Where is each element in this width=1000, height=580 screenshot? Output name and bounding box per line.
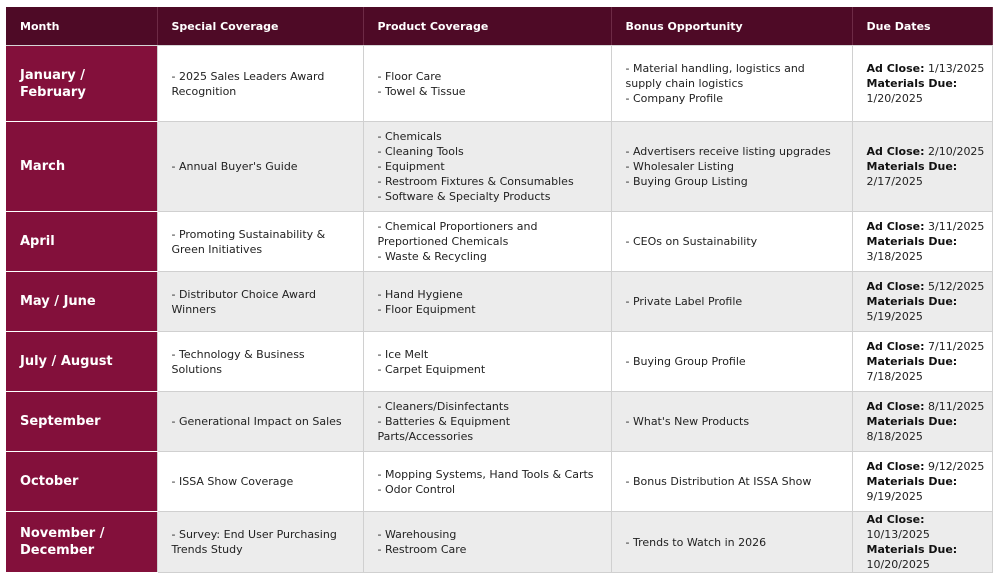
special-coverage-item: - Annual Buyer's Guide bbox=[171, 160, 298, 173]
month-cell: October bbox=[6, 452, 157, 512]
ad-close-date: 9/12/2025 bbox=[928, 460, 985, 473]
materials-due-date: 5/19/2025 bbox=[866, 310, 923, 323]
header-month: Month bbox=[6, 7, 157, 46]
ad-close-date: 1/13/2025 bbox=[928, 62, 985, 75]
bonus-opportunity-cell bbox=[611, 212, 852, 272]
header-due-dates: Due Dates bbox=[852, 7, 992, 46]
ad-close-label: Ad Close: bbox=[866, 280, 925, 293]
bonus-opportunity-item: - CEOs on Sustainability bbox=[625, 235, 758, 248]
ad-close-label: Ad Close: bbox=[866, 340, 925, 353]
ad-close-date: 8/11/2025 bbox=[928, 400, 985, 413]
materials-due-label: Materials Due: bbox=[866, 475, 958, 488]
bonus-opportunity-cell bbox=[611, 122, 852, 212]
materials-due-date: 2/17/2025 bbox=[866, 175, 923, 188]
materials-due-label: Materials Due: bbox=[866, 235, 958, 248]
table-row bbox=[6, 512, 992, 573]
editorial-calendar-table bbox=[6, 7, 993, 573]
table-row bbox=[6, 452, 992, 512]
ad-close-date: 7/11/2025 bbox=[928, 340, 985, 353]
table-row bbox=[6, 122, 992, 212]
month-cell: May / June bbox=[6, 272, 157, 332]
product-coverage-cell bbox=[363, 512, 611, 573]
bonus-opportunity-item: - What's New Products bbox=[625, 415, 750, 428]
product-coverage-cell bbox=[363, 452, 611, 512]
special-coverage-cell bbox=[157, 452, 363, 512]
bonus-opportunity-item: - Company Profile bbox=[625, 92, 723, 105]
bonus-opportunity-item: - Buying Group Listing bbox=[625, 175, 748, 188]
table-row bbox=[6, 272, 992, 332]
month-cell: March bbox=[6, 122, 157, 212]
materials-due-label: Materials Due: bbox=[866, 295, 958, 308]
due-dates-cell bbox=[852, 512, 992, 573]
materials-due-date: 9/19/2025 bbox=[866, 490, 923, 503]
bonus-opportunity-item: - Buying Group Profile bbox=[625, 355, 746, 368]
special-coverage-cell bbox=[157, 332, 363, 392]
ad-close-label: Ad Close: bbox=[866, 220, 925, 233]
materials-due-date: 7/18/2025 bbox=[866, 370, 923, 383]
materials-due-label: Materials Due: bbox=[866, 77, 958, 90]
table-row bbox=[6, 46, 992, 122]
bonus-opportunity-cell bbox=[611, 392, 852, 452]
special-coverage-cell bbox=[157, 512, 363, 573]
product-coverage-item: - Cleaning Tools bbox=[377, 145, 464, 158]
materials-due-label: Materials Due: bbox=[866, 160, 958, 173]
editorial-calendar bbox=[6, 7, 992, 573]
bonus-opportunity-cell bbox=[611, 512, 852, 573]
materials-due-label: Materials Due: bbox=[866, 355, 958, 368]
product-coverage-item: - Chemical Proportioners and Preportioned Chemicals bbox=[377, 220, 538, 248]
bonus-opportunity-item: - Bonus Distribution At ISSA Show bbox=[625, 475, 812, 488]
bonus-opportunity-cell bbox=[611, 452, 852, 512]
header-product-coverage: Product Coverage bbox=[363, 7, 611, 46]
due-dates-cell bbox=[852, 212, 992, 272]
product-coverage-item: - Restroom Care bbox=[377, 543, 467, 556]
materials-due-date: 8/18/2025 bbox=[866, 430, 923, 443]
product-coverage-item: - Floor Care bbox=[377, 69, 442, 83]
due-dates-cell bbox=[852, 122, 992, 212]
due-dates-cell bbox=[852, 46, 992, 122]
product-coverage-item: - Cleaners/Disinfectants bbox=[377, 400, 509, 413]
special-coverage-item: - Survey: End User Purchasing Trends Study bbox=[171, 528, 337, 556]
special-coverage-item: - Distributor Choice Award Winners bbox=[171, 287, 317, 316]
table-row bbox=[6, 212, 992, 272]
special-coverage-cell bbox=[157, 122, 363, 212]
product-coverage-item: - Software & Specialty Products bbox=[377, 190, 551, 203]
product-coverage-cell bbox=[363, 46, 611, 122]
bonus-opportunity-item: - Wholesaler Listing bbox=[625, 160, 734, 173]
materials-due-label: Materials Due: bbox=[866, 415, 958, 428]
bonus-opportunity-item: - Private Label Profile bbox=[625, 295, 743, 308]
month-cell: January / February bbox=[6, 46, 157, 122]
bonus-opportunity-item: - Trends to Watch in 2026 bbox=[625, 535, 767, 549]
product-coverage-item: - Chemicals bbox=[377, 130, 442, 143]
special-coverage-item: - Generational Impact on Sales bbox=[171, 415, 342, 428]
table-row bbox=[6, 332, 992, 392]
ad-close-date: 3/11/2025 bbox=[928, 220, 985, 233]
bonus-opportunity-item: - Material handling, logistics and supply chain logistics bbox=[625, 62, 805, 90]
month-cell: April bbox=[6, 212, 157, 272]
ad-close-label: Ad Close: bbox=[866, 460, 925, 473]
product-coverage-item: - Odor Control bbox=[377, 482, 456, 496]
table-row bbox=[6, 392, 992, 452]
product-coverage-item: - Restroom Fixtures & Consumables bbox=[377, 175, 574, 188]
product-coverage-item: - Batteries & Equipment Parts/Accessories bbox=[377, 415, 511, 443]
ad-close-date: 5/12/2025 bbox=[928, 280, 985, 293]
header-bonus-opportunity: Bonus Opportunity bbox=[611, 7, 852, 46]
due-dates-cell bbox=[852, 392, 992, 452]
ad-close-label: Ad Close: bbox=[866, 145, 925, 158]
bonus-opportunity-cell bbox=[611, 46, 852, 122]
special-coverage-cell bbox=[157, 392, 363, 452]
bonus-opportunity-cell bbox=[611, 332, 852, 392]
product-coverage-item: - Warehousing bbox=[377, 528, 457, 541]
materials-due-date: 10/20/2025 bbox=[866, 558, 930, 571]
materials-due-date: 3/18/2025 bbox=[866, 250, 923, 263]
ad-close-label: Ad Close: bbox=[866, 400, 925, 413]
materials-due-label: Materials Due: bbox=[866, 543, 958, 556]
product-coverage-cell bbox=[363, 392, 611, 452]
product-coverage-cell bbox=[363, 122, 611, 212]
ad-close-label: Ad Close: bbox=[866, 62, 925, 75]
due-dates-cell bbox=[852, 272, 992, 332]
special-coverage-cell bbox=[157, 46, 363, 122]
product-coverage-item: - Floor Equipment bbox=[377, 302, 476, 316]
materials-due-date: 1/20/2025 bbox=[866, 92, 923, 105]
product-coverage-cell bbox=[363, 332, 611, 392]
special-coverage-cell bbox=[157, 212, 363, 272]
bonus-opportunity-cell bbox=[611, 272, 852, 332]
product-coverage-item: - Towel & Tissue bbox=[377, 84, 466, 98]
header-special-coverage: Special Coverage bbox=[157, 7, 363, 46]
month-cell: July / August bbox=[6, 332, 157, 392]
special-coverage-item: - 2025 Sales Leaders Award Recognition bbox=[171, 69, 325, 98]
product-coverage-item: - Hand Hygiene bbox=[377, 287, 463, 301]
month-cell: November / December bbox=[6, 512, 157, 573]
month-cell: September bbox=[6, 392, 157, 452]
product-coverage-item: - Ice Melt bbox=[377, 347, 429, 361]
product-coverage-item: - Mopping Systems, Hand Tools & Carts bbox=[377, 467, 594, 481]
product-coverage-cell bbox=[363, 272, 611, 332]
bonus-opportunity-item: - Advertisers receive listing upgrades bbox=[625, 145, 831, 158]
product-coverage-cell bbox=[363, 212, 611, 272]
ad-close-date: 10/13/2025 bbox=[866, 528, 930, 541]
ad-close-label: Ad Close: bbox=[866, 513, 925, 526]
due-dates-cell bbox=[852, 332, 992, 392]
special-coverage-item: - Promoting Sustainability & Green Initiatives bbox=[171, 227, 326, 256]
ad-close-date: 2/10/2025 bbox=[928, 145, 985, 158]
product-coverage-item: - Carpet Equipment bbox=[377, 362, 486, 376]
product-coverage-item: - Waste & Recycling bbox=[377, 250, 487, 263]
due-dates-cell bbox=[852, 452, 992, 512]
special-coverage-cell bbox=[157, 272, 363, 332]
header-row bbox=[6, 7, 992, 46]
product-coverage-item: - Equipment bbox=[377, 160, 445, 173]
special-coverage-item: - ISSA Show Coverage bbox=[171, 475, 294, 488]
special-coverage-item: - Technology & Business Solutions bbox=[171, 347, 305, 376]
